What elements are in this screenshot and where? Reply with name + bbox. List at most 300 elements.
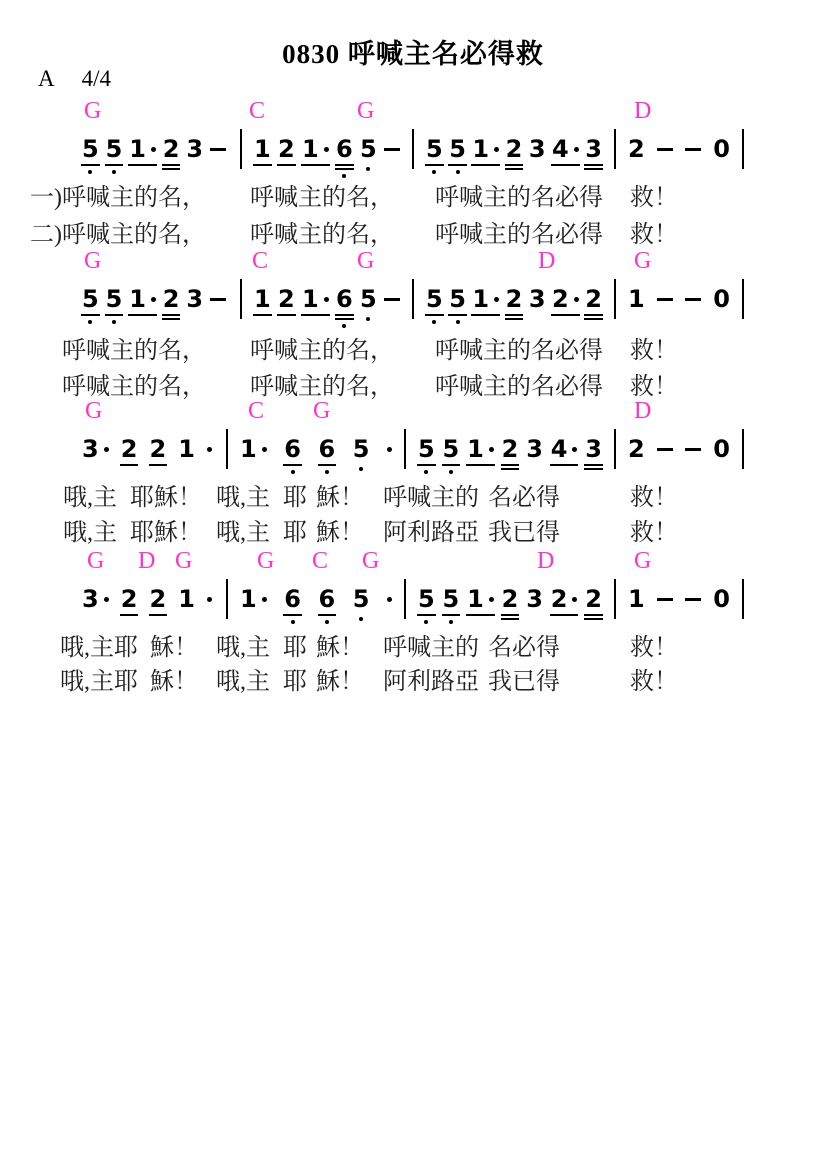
digit: 3 xyxy=(585,135,602,163)
lyric-segment: 救！ xyxy=(630,520,678,546)
digit: 1 xyxy=(472,285,490,313)
chord-label: C xyxy=(252,248,269,274)
dot-glyph xyxy=(104,447,109,452)
note-2 xyxy=(506,286,523,312)
measure xyxy=(242,127,412,171)
octave-dot xyxy=(342,324,346,328)
lyric-segment: 哦,主 xyxy=(63,485,117,511)
lyric-segment: 名必得 xyxy=(488,485,560,511)
chord-label: C xyxy=(248,398,265,424)
lyrics-row xyxy=(0,512,826,546)
digit: 5 xyxy=(418,435,435,463)
note-1 xyxy=(178,586,195,612)
note-5 xyxy=(82,286,99,312)
chord-label: D xyxy=(634,98,652,124)
rest-note xyxy=(713,286,730,312)
lyric-segment: 我已得 xyxy=(488,520,560,546)
lyric-segment: 救！ xyxy=(630,669,678,695)
chord-label: D xyxy=(537,548,555,574)
chord-label: C xyxy=(312,548,329,574)
measure xyxy=(414,277,614,321)
lyric-segment: 呼喊主的名， xyxy=(250,185,394,211)
lyric-segment: 呼喊主的 xyxy=(383,485,479,511)
digit: 3 xyxy=(528,285,546,313)
note-1 xyxy=(628,586,645,612)
notation-row xyxy=(80,277,744,321)
note-1 xyxy=(472,136,499,162)
digit: 2 xyxy=(162,135,180,163)
lyric-segment: 救！ xyxy=(630,374,678,400)
lyric-segment: 耶穌！ xyxy=(130,485,202,511)
rest-note xyxy=(713,436,730,462)
dash-extension xyxy=(685,598,701,601)
dot-glyph xyxy=(262,447,267,452)
dot-glyph xyxy=(489,447,494,452)
digit: 3 xyxy=(585,435,602,463)
octave-dot xyxy=(359,617,363,621)
dot-glyph xyxy=(207,597,212,602)
note-3 xyxy=(529,286,546,312)
note-1 xyxy=(254,286,271,312)
dot-glyph xyxy=(324,297,329,302)
dash-extension xyxy=(657,148,673,151)
barline xyxy=(742,579,744,619)
digit: 1 xyxy=(240,435,257,463)
lyric-segment: 哦,主 xyxy=(216,669,270,695)
digit: 5 xyxy=(105,285,123,313)
digit: 1 xyxy=(628,585,645,613)
digit: 5 xyxy=(352,585,370,613)
lyric-segment: 一)呼喊主的名， xyxy=(30,185,206,211)
digit: 0 xyxy=(713,435,730,463)
digit: 2 xyxy=(278,135,295,163)
measure xyxy=(228,577,404,621)
lyric-segment: 耶穌！ xyxy=(130,520,202,546)
digit: 3 xyxy=(186,285,204,313)
song-title: 0830 呼喊主名必得救 xyxy=(282,39,544,69)
lyric-segment: 哦,主 xyxy=(216,485,270,511)
digit: 5 xyxy=(449,285,466,313)
note-3 xyxy=(82,436,109,462)
chord-label: G xyxy=(313,398,331,424)
octave-dot xyxy=(456,170,460,174)
digit: 2 xyxy=(278,285,295,313)
digit: 2 xyxy=(162,285,180,313)
measure xyxy=(616,277,742,321)
note-5 xyxy=(360,286,377,312)
dash-glyph xyxy=(384,148,400,151)
note-3 xyxy=(585,136,602,162)
lyric-segment: 呼喊主的名， xyxy=(250,222,394,248)
dash-glyph xyxy=(657,298,673,301)
note-2 xyxy=(278,286,295,312)
note-1 xyxy=(302,136,329,162)
octave-dot xyxy=(424,620,428,624)
digit: 2 xyxy=(505,135,523,163)
dash-extension xyxy=(384,148,400,151)
dot-glyph xyxy=(387,597,392,602)
chord-label: G xyxy=(357,248,375,274)
note-5 xyxy=(426,136,443,162)
chord-row xyxy=(80,398,744,424)
lyric-segment: 名必得 xyxy=(488,635,560,661)
lyric-segment: 救！ xyxy=(630,222,678,248)
digit: 5 xyxy=(352,435,370,463)
note-5 xyxy=(106,136,123,162)
digit: 5 xyxy=(82,285,99,313)
lyric-segment: 穌！ xyxy=(150,669,198,695)
lyric-segment: 呼喊主的名必得 xyxy=(435,222,603,248)
lyric-segment: 救！ xyxy=(630,485,678,511)
dot-glyph xyxy=(151,147,156,152)
digit: 5 xyxy=(426,135,443,163)
chord-label: G xyxy=(84,98,102,124)
note-2 xyxy=(585,586,602,612)
lyrics-row xyxy=(0,177,826,211)
note-1 xyxy=(129,136,156,162)
lyric-segment: 救！ xyxy=(630,635,678,661)
chord-row xyxy=(80,248,744,274)
dash-extension xyxy=(685,148,701,151)
note-5 xyxy=(443,586,460,612)
digit: 2 xyxy=(505,285,523,313)
digit: 1 xyxy=(254,135,271,163)
lyric-segment: 救！ xyxy=(630,185,678,211)
lyric-segment: 耶 xyxy=(283,485,307,511)
digit: 1 xyxy=(254,285,271,313)
digit: 2 xyxy=(149,585,167,613)
octave-dot xyxy=(366,317,370,321)
measure xyxy=(228,427,404,471)
octave-dot xyxy=(88,170,92,174)
note-3 xyxy=(186,136,203,162)
note-2 xyxy=(628,436,645,462)
digit: 3 xyxy=(186,135,204,163)
lyric-segment: 哦,主 xyxy=(216,635,270,661)
augmentation-dot xyxy=(387,597,392,602)
note-5 xyxy=(449,286,466,312)
lyric-segment: 呼喊主的 xyxy=(383,635,479,661)
digit: 1 xyxy=(628,285,645,313)
note-2 xyxy=(150,586,167,612)
digit: 5 xyxy=(360,135,377,163)
note-2 xyxy=(552,286,579,312)
octave-dot xyxy=(449,470,453,474)
chord-label: G xyxy=(87,548,105,574)
digit: 6 xyxy=(284,435,301,463)
note-2 xyxy=(121,586,138,612)
octave-dot xyxy=(432,170,436,174)
lyrics-row xyxy=(0,214,826,248)
dash-extension xyxy=(685,298,701,301)
note-6 xyxy=(336,286,353,312)
note-6 xyxy=(284,586,301,612)
digit: 5 xyxy=(449,135,466,163)
dash-glyph xyxy=(657,598,673,601)
note-5 xyxy=(360,136,377,162)
key-letter: A xyxy=(38,66,55,91)
note-2 xyxy=(278,136,295,162)
chord-row xyxy=(80,548,744,574)
dash-glyph xyxy=(685,448,701,451)
digit: 2 xyxy=(628,435,645,463)
note-2 xyxy=(121,436,138,462)
measure xyxy=(616,127,742,171)
note-3 xyxy=(526,586,543,612)
note-5 xyxy=(82,136,99,162)
digit: 5 xyxy=(105,135,123,163)
lyric-segment: 哦,主耶 xyxy=(60,669,138,695)
lyric-segment: 呼喊主的名必得 xyxy=(435,338,603,364)
octave-dot xyxy=(456,320,460,324)
lyrics-row xyxy=(0,661,826,695)
chord-label: G xyxy=(357,98,375,124)
lyric-segment: 哦,主耶 xyxy=(60,635,138,661)
dot-glyph xyxy=(574,297,579,302)
lyric-segment: 呼喊主的名必得 xyxy=(435,374,603,400)
note-1 xyxy=(240,436,267,462)
digit: 1 xyxy=(129,135,146,163)
dot-glyph xyxy=(572,597,577,602)
note-3 xyxy=(585,436,602,462)
digit: 1 xyxy=(240,585,257,613)
octave-dot xyxy=(432,320,436,324)
measure xyxy=(616,577,742,621)
note-2 xyxy=(150,436,167,462)
digit: 3 xyxy=(526,435,543,463)
digit: 3 xyxy=(526,585,543,613)
digit: 3 xyxy=(528,135,546,163)
digit: 2 xyxy=(550,585,568,613)
digit: 2 xyxy=(501,585,519,613)
dash-glyph xyxy=(685,598,701,601)
dash-extension xyxy=(210,148,226,151)
measure xyxy=(80,427,226,471)
measure xyxy=(242,277,412,321)
note-3 xyxy=(529,136,546,162)
measure xyxy=(406,577,614,621)
digit: 1 xyxy=(302,135,319,163)
digit: 0 xyxy=(713,135,730,163)
chord-label: D xyxy=(634,398,652,424)
lyric-segment: 阿利路亞 xyxy=(383,520,479,546)
digit: 1 xyxy=(467,435,484,463)
lyric-segment: 二)呼喊主的名， xyxy=(30,222,206,248)
digit: 1 xyxy=(467,585,484,613)
dot-glyph xyxy=(494,147,499,152)
octave-dot xyxy=(359,467,363,471)
dash-glyph xyxy=(657,448,673,451)
digit: 3 xyxy=(82,435,99,463)
dot-glyph xyxy=(324,147,329,152)
note-6 xyxy=(284,436,301,462)
lyric-segment: 穌！ xyxy=(316,520,364,546)
note-1 xyxy=(129,286,156,312)
lyric-segment: 救！ xyxy=(630,338,678,364)
measure xyxy=(80,577,226,621)
lyric-segment: 耶 xyxy=(283,635,307,661)
octave-dot xyxy=(325,620,329,624)
note-2 xyxy=(551,586,578,612)
digit: 6 xyxy=(318,435,336,463)
lyric-segment: 穌！ xyxy=(316,669,364,695)
digit: 2 xyxy=(149,435,167,463)
chord-row xyxy=(80,98,744,124)
note-2 xyxy=(163,136,180,162)
digit: 0 xyxy=(713,285,730,313)
digit: 6 xyxy=(284,585,301,613)
rest-note xyxy=(713,136,730,162)
digit: 2 xyxy=(120,585,138,613)
dash-glyph xyxy=(384,298,400,301)
note-1 xyxy=(467,436,494,462)
lyric-segment: 哦,主 xyxy=(216,520,270,546)
lyric-segment: 耶 xyxy=(283,669,307,695)
digit: 1 xyxy=(302,285,319,313)
octave-dot xyxy=(291,470,295,474)
octave-dot xyxy=(424,470,428,474)
digit: 3 xyxy=(82,585,99,613)
digit: 2 xyxy=(552,285,569,313)
digit: 2 xyxy=(120,435,138,463)
dot-glyph xyxy=(489,597,494,602)
note-5 xyxy=(106,286,123,312)
note-2 xyxy=(585,286,602,312)
chord-label: C xyxy=(249,98,266,124)
octave-dot xyxy=(112,320,116,324)
digit: 5 xyxy=(442,585,460,613)
note-1 xyxy=(178,436,195,462)
chord-label: D xyxy=(138,548,156,574)
note-5 xyxy=(418,586,435,612)
note-2 xyxy=(502,586,519,612)
lyric-segment: 耶 xyxy=(283,520,307,546)
digit: 5 xyxy=(360,285,377,313)
octave-dot xyxy=(291,620,295,624)
digit: 5 xyxy=(426,285,443,313)
lyric-segment: 呼喊主的名， xyxy=(62,338,206,364)
octave-dot xyxy=(88,320,92,324)
note-3 xyxy=(526,436,543,462)
dash-glyph xyxy=(210,148,226,151)
measure xyxy=(80,277,240,321)
augmentation-dot xyxy=(207,597,212,602)
note-1 xyxy=(467,586,494,612)
digit: 5 xyxy=(442,435,460,463)
digit: 1 xyxy=(178,585,195,613)
note-1 xyxy=(302,286,329,312)
note-5 xyxy=(449,136,466,162)
digit: 0 xyxy=(713,585,730,613)
dash-glyph xyxy=(657,148,673,151)
lyric-segment: 呼喊主的名， xyxy=(250,338,394,364)
chord-label: G xyxy=(175,548,193,574)
chord-label: G xyxy=(85,398,103,424)
note-5 xyxy=(443,436,460,462)
lyric-segment: 呼喊主的名， xyxy=(250,374,394,400)
dash-extension xyxy=(210,298,226,301)
digit: 6 xyxy=(336,285,353,313)
time-signature: 4/4 xyxy=(81,66,112,91)
measure xyxy=(616,427,742,471)
barline xyxy=(742,279,744,319)
dash-extension xyxy=(657,298,673,301)
octave-dot xyxy=(449,620,453,624)
digit: 2 xyxy=(501,435,519,463)
notation-row xyxy=(80,127,744,171)
augmentation-dot xyxy=(387,447,392,452)
octave-dot xyxy=(366,167,370,171)
note-6 xyxy=(319,436,336,462)
digit: 1 xyxy=(129,285,146,313)
digit: 5 xyxy=(418,585,435,613)
digit: 5 xyxy=(82,135,99,163)
note-3 xyxy=(186,286,203,312)
chord-label: D xyxy=(538,248,556,274)
note-1 xyxy=(628,286,645,312)
chord-label: G xyxy=(362,548,380,574)
measure xyxy=(80,127,240,171)
note-6 xyxy=(336,136,353,162)
dot-glyph xyxy=(574,147,579,152)
note-5 xyxy=(418,436,435,462)
lyrics-row xyxy=(0,330,826,364)
note-5 xyxy=(426,286,443,312)
dash-extension xyxy=(657,598,673,601)
dot-glyph xyxy=(262,597,267,602)
note-2 xyxy=(502,436,519,462)
octave-dot xyxy=(112,170,116,174)
lyric-segment: 阿利路亞 xyxy=(383,669,479,695)
note-5 xyxy=(353,436,370,462)
digit: 2 xyxy=(585,285,602,313)
dot-glyph xyxy=(207,447,212,452)
digit: 2 xyxy=(628,135,645,163)
note-1 xyxy=(472,286,499,312)
dash-extension xyxy=(657,448,673,451)
lyric-segment: 穌！ xyxy=(316,635,364,661)
barline xyxy=(742,129,744,169)
note-2 xyxy=(628,136,645,162)
note-4 xyxy=(551,436,578,462)
digit: 1 xyxy=(472,135,490,163)
chord-label: G xyxy=(257,548,275,574)
note-1 xyxy=(254,136,271,162)
chord-label: G xyxy=(84,248,102,274)
digit: 6 xyxy=(336,135,353,163)
note-1 xyxy=(240,586,267,612)
dot-glyph xyxy=(104,597,109,602)
dash-extension xyxy=(384,298,400,301)
digit: 1 xyxy=(178,435,195,463)
digit: 2 xyxy=(585,585,602,613)
barline xyxy=(742,429,744,469)
lyrics-row xyxy=(0,627,826,661)
note-6 xyxy=(319,586,336,612)
dot-glyph xyxy=(572,447,577,452)
dot-glyph xyxy=(494,297,499,302)
notation-row xyxy=(80,427,744,471)
digit: 6 xyxy=(318,585,336,613)
dash-extension xyxy=(685,448,701,451)
lyrics-row xyxy=(0,366,826,400)
lyric-segment: 穌！ xyxy=(316,485,364,511)
dash-glyph xyxy=(685,148,701,151)
measure xyxy=(406,427,614,471)
note-2 xyxy=(506,136,523,162)
note-3 xyxy=(82,586,109,612)
chord-label: G xyxy=(634,248,652,274)
